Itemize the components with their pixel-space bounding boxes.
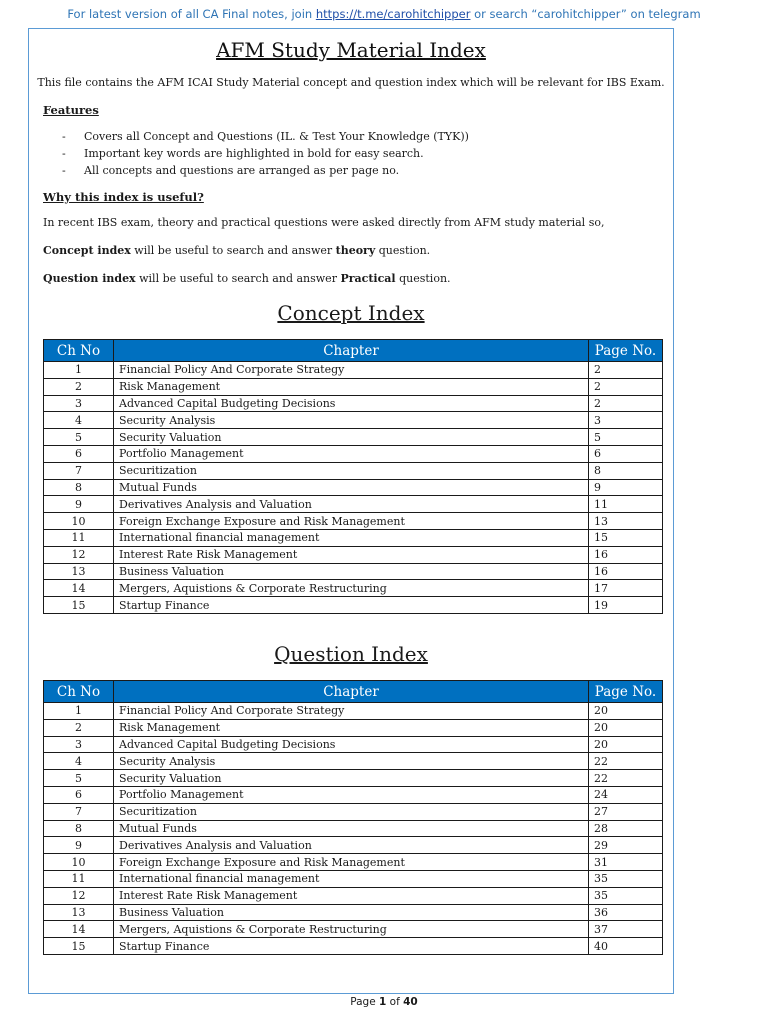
table-row <box>44 736 663 753</box>
page-number-cell: 35 <box>589 870 663 887</box>
chapter-number-cell: 10 <box>44 854 114 871</box>
chapter-name-cell: Portfolio Management <box>114 445 589 462</box>
table-row <box>44 563 663 580</box>
chapter-name-cell: Security Valuation <box>114 770 589 787</box>
feature-item <box>62 162 469 179</box>
table-row <box>44 412 663 429</box>
header-chapter: Chapter <box>114 681 589 703</box>
table-row <box>44 719 663 736</box>
chapter-name-cell: International financial management <box>114 870 589 887</box>
chapter-number-cell: 5 <box>44 770 114 787</box>
table-row <box>44 854 663 871</box>
footer-label: Page <box>350 996 380 1008</box>
page-number-cell: 5 <box>589 429 663 446</box>
chapter-name-cell: Mutual Funds <box>114 820 589 837</box>
intro-text: This file contains the AFM ICAI Study Material concept and question index which will be relevant for IBS Exam. <box>37 76 665 89</box>
table-row <box>44 479 663 496</box>
question-table-body <box>44 703 663 955</box>
document-title: AFM Study Material Index <box>216 38 486 62</box>
usage-text-end: question. <box>395 272 451 285</box>
chapter-number-cell: 6 <box>44 445 114 462</box>
chapter-number-cell: 5 <box>44 429 114 446</box>
chapter-number-cell: 7 <box>44 803 114 820</box>
table-row <box>44 580 663 597</box>
footer-current-page: 1 <box>379 996 387 1008</box>
table-row <box>44 429 663 446</box>
table-row <box>44 753 663 770</box>
page-number-cell: 2 <box>589 378 663 395</box>
feature-item <box>62 128 469 145</box>
chapter-name-cell: Financial Policy And Corporate Strategy <box>114 703 589 720</box>
concept-index-usage <box>43 244 430 257</box>
chapter-name-cell: Mergers, Aquistions & Corporate Restructuring <box>114 921 589 938</box>
page-number-cell: 19 <box>589 597 663 614</box>
chapter-name-cell: Business Valuation <box>114 904 589 921</box>
chapter-number-cell: 8 <box>44 479 114 496</box>
table-row <box>44 496 663 513</box>
chapter-name-cell: Advanced Capital Budgeting Decisions <box>114 736 589 753</box>
chapter-number-cell: 14 <box>44 580 114 597</box>
chapter-number-cell: 13 <box>44 904 114 921</box>
chapter-name-cell: Derivatives Analysis and Valuation <box>114 496 589 513</box>
banner-suffix: or search “carohitchipper” on telegram <box>470 7 701 21</box>
feature-text: Covers all Concept and Questions (IL. & Test Your Knowledge (TYK)) <box>84 130 469 143</box>
practical-term: Practical <box>340 272 396 285</box>
feature-list <box>62 128 469 179</box>
question-index-term: Question index <box>43 272 136 285</box>
table-header-row <box>44 681 663 703</box>
question-index-title: Question Index <box>274 642 428 666</box>
page-number-cell: 2 <box>589 362 663 379</box>
table-row <box>44 462 663 479</box>
page-number-cell: 9 <box>589 479 663 496</box>
page-number-cell: 11 <box>589 496 663 513</box>
chapter-name-cell: Portfolio Management <box>114 786 589 803</box>
concept-table-body <box>44 362 663 614</box>
chapter-number-cell: 4 <box>44 753 114 770</box>
table-row <box>44 803 663 820</box>
dash-bullet: - <box>62 164 66 177</box>
table-row <box>44 870 663 887</box>
table-row <box>44 837 663 854</box>
page-number-cell: 6 <box>589 445 663 462</box>
chapter-name-cell: Financial Policy And Corporate Strategy <box>114 362 589 379</box>
why-heading: Why this index is useful? <box>43 190 204 204</box>
table-row <box>44 921 663 938</box>
chapter-number-cell: 12 <box>44 546 114 563</box>
page-number-cell: 36 <box>589 904 663 921</box>
table-row <box>44 395 663 412</box>
chapter-name-cell: Security Analysis <box>114 753 589 770</box>
chapter-name-cell: Foreign Exchange Exposure and Risk Management <box>114 513 589 530</box>
header-ch-no: Ch No <box>44 681 114 703</box>
chapter-name-cell: Startup Finance <box>114 938 589 955</box>
table-row <box>44 904 663 921</box>
page-number-cell: 3 <box>589 412 663 429</box>
telegram-banner <box>0 7 768 21</box>
chapter-number-cell: 13 <box>44 563 114 580</box>
page-number-cell: 8 <box>589 462 663 479</box>
page-number-cell: 22 <box>589 753 663 770</box>
chapter-number-cell: 3 <box>44 736 114 753</box>
table-row <box>44 546 663 563</box>
page-number-cell: 15 <box>589 529 663 546</box>
chapter-name-cell: Mergers, Aquistions & Corporate Restructuring <box>114 580 589 597</box>
chapter-number-cell: 2 <box>44 378 114 395</box>
page-number-cell: 29 <box>589 837 663 854</box>
question-index-usage <box>43 272 451 285</box>
page-number-cell: 20 <box>589 719 663 736</box>
chapter-number-cell: 4 <box>44 412 114 429</box>
concept-index-table <box>43 339 663 614</box>
page-number-cell: 28 <box>589 820 663 837</box>
page-number-cell: 2 <box>589 395 663 412</box>
page-number-cell: 17 <box>589 580 663 597</box>
chapter-name-cell: International financial management <box>114 529 589 546</box>
chapter-number-cell: 1 <box>44 703 114 720</box>
question-index-table <box>43 680 663 955</box>
table-row <box>44 786 663 803</box>
chapter-number-cell: 1 <box>44 362 114 379</box>
chapter-name-cell: Securitization <box>114 462 589 479</box>
chapter-number-cell: 6 <box>44 786 114 803</box>
chapter-name-cell: Security Analysis <box>114 412 589 429</box>
page-number-cell: 13 <box>589 513 663 530</box>
chapter-name-cell: Mutual Funds <box>114 479 589 496</box>
dash-bullet: - <box>62 130 66 143</box>
table-row <box>44 597 663 614</box>
chapter-number-cell: 9 <box>44 496 114 513</box>
table-row <box>44 445 663 462</box>
chapter-name-cell: Interest Rate Risk Management <box>114 546 589 563</box>
chapter-number-cell: 12 <box>44 887 114 904</box>
chapter-name-cell: Startup Finance <box>114 597 589 614</box>
dash-bullet: - <box>62 147 66 160</box>
header-page-no: Page No. <box>589 340 663 362</box>
table-row <box>44 820 663 837</box>
table-row <box>44 887 663 904</box>
page-number-cell: 20 <box>589 703 663 720</box>
telegram-link[interactable]: https://t.me/carohitchipper <box>315 7 471 21</box>
footer-of: of <box>386 996 404 1008</box>
concept-index-title: Concept Index <box>277 301 425 325</box>
chapter-name-cell: Interest Rate Risk Management <box>114 887 589 904</box>
chapter-number-cell: 11 <box>44 529 114 546</box>
page-number-cell: 16 <box>589 563 663 580</box>
chapter-number-cell: 14 <box>44 921 114 938</box>
page-number-cell: 37 <box>589 921 663 938</box>
footer-total-pages: 40 <box>403 996 418 1008</box>
page-number-cell: 35 <box>589 887 663 904</box>
theory-term: theory <box>335 244 376 257</box>
concept-index-term: Concept index <box>43 244 131 257</box>
table-row <box>44 529 663 546</box>
why-paragraph: In recent IBS exam, theory and practical questions were asked directly from AFM study material so, <box>43 216 605 229</box>
banner-prefix: For latest version of all CA Final notes, join <box>67 7 316 21</box>
chapter-name-cell: Business Valuation <box>114 563 589 580</box>
table-row <box>44 513 663 530</box>
feature-text: All concepts and questions are arranged as per page no. <box>84 164 400 177</box>
page-footer <box>0 996 768 1008</box>
page-number-cell: 22 <box>589 770 663 787</box>
chapter-name-cell: Risk Management <box>114 719 589 736</box>
chapter-number-cell: 15 <box>44 597 114 614</box>
header-page-no: Page No. <box>589 681 663 703</box>
table-row <box>44 770 663 787</box>
chapter-name-cell: Derivatives Analysis and Valuation <box>114 837 589 854</box>
header-chapter: Chapter <box>114 340 589 362</box>
chapter-number-cell: 7 <box>44 462 114 479</box>
chapter-name-cell: Risk Management <box>114 378 589 395</box>
chapter-name-cell: Securitization <box>114 803 589 820</box>
chapter-number-cell: 15 <box>44 938 114 955</box>
chapter-number-cell: 9 <box>44 837 114 854</box>
chapter-name-cell: Foreign Exchange Exposure and Risk Management <box>114 854 589 871</box>
page-number-cell: 27 <box>589 803 663 820</box>
chapter-number-cell: 8 <box>44 820 114 837</box>
chapter-name-cell: Security Valuation <box>114 429 589 446</box>
chapter-number-cell: 11 <box>44 870 114 887</box>
chapter-number-cell: 10 <box>44 513 114 530</box>
features-heading: Features <box>43 103 99 117</box>
chapter-name-cell: Advanced Capital Budgeting Decisions <box>114 395 589 412</box>
page-number-cell: 31 <box>589 854 663 871</box>
table-header-row <box>44 340 663 362</box>
page-number-cell: 24 <box>589 786 663 803</box>
chapter-number-cell: 3 <box>44 395 114 412</box>
usage-text: will be useful to search and answer <box>130 244 336 257</box>
usage-text: will be useful to search and answer <box>135 272 341 285</box>
page-number-cell: 40 <box>589 938 663 955</box>
table-row <box>44 703 663 720</box>
header-ch-no: Ch No <box>44 340 114 362</box>
page-number-cell: 16 <box>589 546 663 563</box>
feature-item <box>62 145 469 162</box>
table-row <box>44 362 663 379</box>
page-number-cell: 20 <box>589 736 663 753</box>
usage-text-end: question. <box>375 244 431 257</box>
table-row <box>44 938 663 955</box>
chapter-number-cell: 2 <box>44 719 114 736</box>
feature-text: Important key words are highlighted in bold for easy search. <box>84 147 424 160</box>
table-row <box>44 378 663 395</box>
